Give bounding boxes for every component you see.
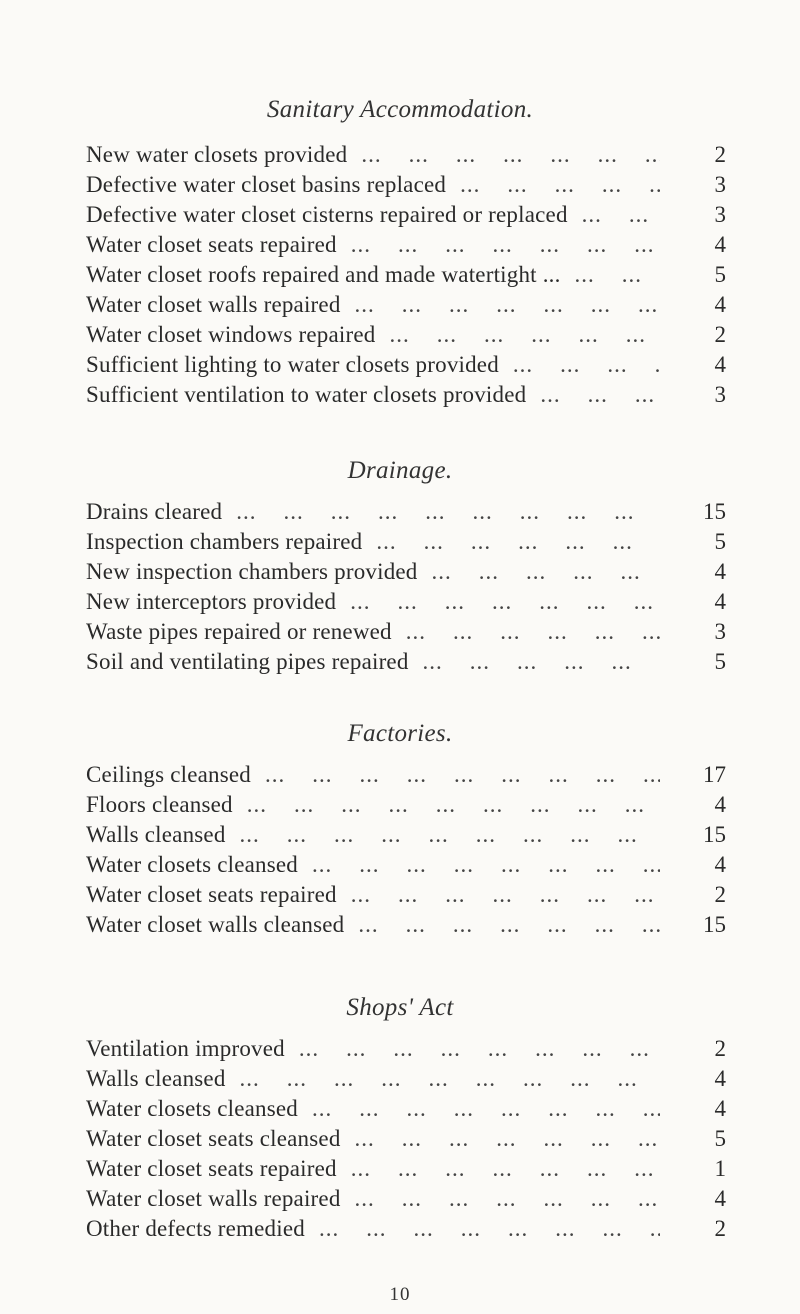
item-label: Sufficient ventilation to water closets provided <box>86 382 527 407</box>
item-count: 4 <box>660 1186 726 1212</box>
list-item <box>86 1096 726 1126</box>
item-count: 5 <box>660 529 726 555</box>
item-count: 2 <box>660 882 726 908</box>
list-item <box>86 322 726 352</box>
page-number: 10 <box>389 1284 411 1305</box>
item-count: 2 <box>660 322 726 348</box>
list-item <box>86 1216 726 1246</box>
item-label: Water closets cleansed <box>86 852 299 877</box>
item-label: Soil and ventilating pipes repaired <box>86 649 409 674</box>
item-label: Drains cleared <box>86 499 223 524</box>
item-label: Water closet seats repaired <box>86 232 337 257</box>
list-item <box>86 382 726 412</box>
item-label: Water closet walls cleansed <box>86 912 345 937</box>
item-count: 5 <box>660 649 726 675</box>
list-item <box>86 232 726 262</box>
item-count: 1 <box>660 1156 726 1182</box>
list-item <box>86 172 726 202</box>
item-count: 4 <box>660 1096 726 1122</box>
item-label: Floors cleansed <box>86 792 233 817</box>
item-count: 17 <box>660 762 726 788</box>
list-item <box>86 912 726 942</box>
list-item <box>86 499 726 529</box>
list-item <box>86 262 726 292</box>
list-item <box>86 1156 726 1186</box>
item-label: Water closets cleansed <box>86 1096 299 1121</box>
item-label: New water closets provided <box>86 142 348 167</box>
item-label: Sufficient lighting to water closets provided <box>86 352 499 377</box>
item-label: New interceptors provided <box>86 589 337 614</box>
item-count: 2 <box>660 1216 726 1242</box>
list-item <box>86 762 726 792</box>
item-label: Water closet seats repaired <box>86 882 337 907</box>
item-count: 4 <box>660 852 726 878</box>
item-label: Ceilings cleansed <box>86 762 251 787</box>
list-item <box>86 589 726 619</box>
item-count: 4 <box>660 1066 726 1092</box>
section-heading-drainage: Drainage. <box>347 457 453 484</box>
section-heading-shops-act: Shops' Act <box>346 994 454 1021</box>
section-heading-factories: Factories. <box>347 720 453 747</box>
item-count: 3 <box>660 619 726 645</box>
list-item <box>86 792 726 822</box>
item-count: 4 <box>660 352 726 378</box>
item-count: 15 <box>660 822 726 848</box>
list-item <box>86 202 726 232</box>
list-item <box>86 142 726 172</box>
item-label: Walls cleansed <box>86 1066 226 1091</box>
item-label: Waste pipes repaired or renewed <box>86 619 392 644</box>
list-item <box>86 852 726 882</box>
list-item <box>86 352 726 382</box>
item-label: Water closet walls repaired <box>86 292 341 317</box>
item-count: 4 <box>660 292 726 318</box>
section-heading-sanitary: Sanitary Accommodation. <box>266 96 534 123</box>
list-item <box>86 1036 726 1066</box>
item-label: Walls cleansed <box>86 822 226 847</box>
item-count: 15 <box>660 912 726 938</box>
item-count: 2 <box>660 142 726 168</box>
item-label: Water closet walls repaired <box>86 1186 341 1211</box>
item-label: Defective water closet cisterns repaired or replaced <box>86 202 568 227</box>
item-label: Water closet seats repaired <box>86 1156 337 1181</box>
list-item <box>86 559 726 589</box>
item-count: 3 <box>660 382 726 408</box>
item-count: 5 <box>660 262 726 288</box>
item-label: Water closet seats cleansed <box>86 1126 341 1151</box>
item-count: 4 <box>660 589 726 615</box>
item-label: Ventilation improved <box>86 1036 285 1061</box>
item-label: Other defects remedied <box>86 1216 305 1241</box>
item-count: 15 <box>660 499 726 525</box>
list-item <box>86 529 726 559</box>
list-item <box>86 1066 726 1096</box>
item-count: 3 <box>660 202 726 228</box>
item-count: 2 <box>660 1036 726 1062</box>
item-count: 4 <box>660 559 726 585</box>
item-label: Water closet roofs repaired and made watertight ... <box>86 262 561 287</box>
list-item <box>86 649 726 679</box>
item-label: Inspection chambers repaired <box>86 529 363 554</box>
item-count: 4 <box>660 792 726 818</box>
list-item <box>86 1126 726 1156</box>
item-count: 5 <box>660 1126 726 1152</box>
list-item <box>86 1186 726 1216</box>
item-label: Defective water closet basins replaced <box>86 172 447 197</box>
item-label: Water closet windows repaired <box>86 322 376 347</box>
list-item <box>86 822 726 852</box>
item-count: 4 <box>660 232 726 258</box>
list-item <box>86 619 726 649</box>
list-item <box>86 292 726 322</box>
list-item <box>86 882 726 912</box>
item-label: New inspection chambers provided <box>86 559 418 584</box>
item-count: 3 <box>660 172 726 198</box>
